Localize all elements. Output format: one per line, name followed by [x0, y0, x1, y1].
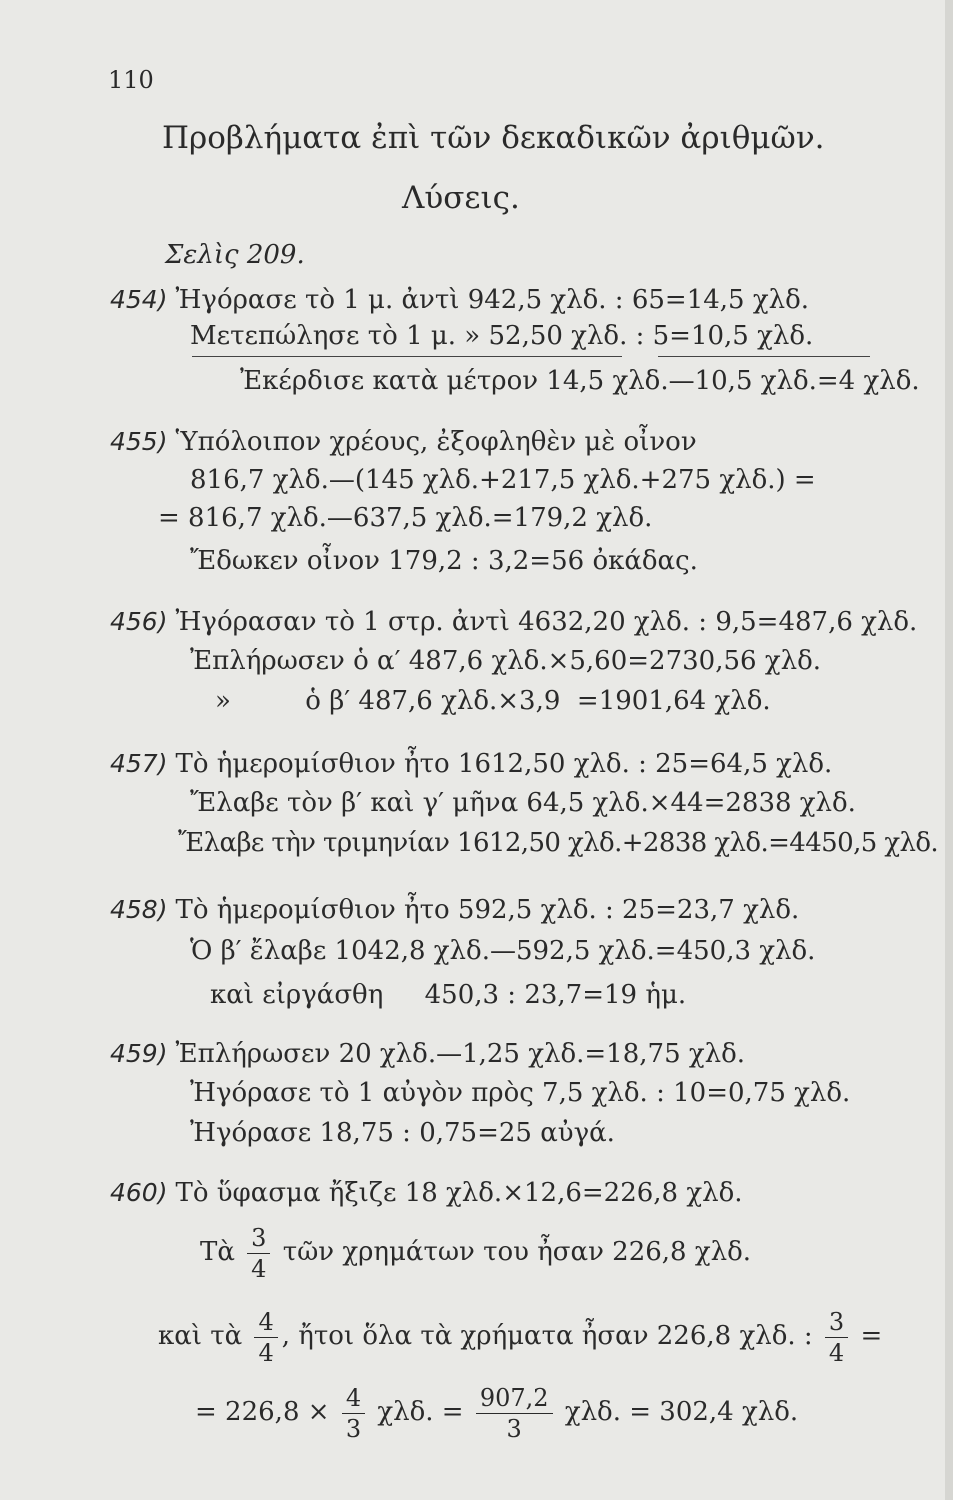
fraction	[254, 1307, 277, 1367]
line-text: Τὸ ἡμερομίσθιον ἦτο 1612,50 χλδ. : 25=64,5 χλδ.	[175, 749, 833, 779]
page-subtitle: Λύσεις.	[402, 180, 520, 216]
line-text: Ὑπόλοιπον χρέους, ἐξοφληθὲν μὲ οἶνον	[175, 427, 697, 457]
fraction-numerator: 3	[247, 1226, 270, 1254]
problem-455-line-4: Ἔδωκεν οἶνον 179,2 : 3,2=56 ὀκάδας.	[190, 546, 698, 576]
fraction-denominator: 4	[251, 1254, 267, 1283]
problem-number: 457)	[110, 749, 168, 778]
problem-number: 455)	[110, 427, 168, 456]
problem-459-line-1	[110, 1039, 745, 1069]
line-text: χλδ. = 302,4 χλδ.	[564, 1397, 799, 1427]
problem-456-line-3: » ὁ β′ 487,6 χλδ.×3,9 =1901,64 χλδ.	[215, 686, 771, 716]
fraction-denominator: 4	[258, 1338, 274, 1367]
fraction	[247, 1223, 270, 1283]
line-text: καὶ τὰ	[158, 1321, 243, 1351]
problem-454-line-2: Μετεπώλησε τὸ 1 μ. » 52,50 χλδ. : 5=10,5 χλδ.	[190, 321, 814, 351]
problem-454-line-1	[110, 285, 809, 315]
problem-458-line-3: καὶ εἰργάσθη 450,3 : 23,7=19 ἡμ.	[210, 980, 687, 1010]
problem-460-line-4	[195, 1380, 798, 1444]
underline-rule	[192, 356, 622, 357]
line-text: χλδ. =	[377, 1397, 464, 1427]
line-text: Ἠγόρασε τὸ 1 μ. ἀντὶ 942,5 χλδ. : 65=14,5 χλδ.	[175, 285, 810, 315]
problem-number: 459)	[110, 1039, 168, 1068]
problem-458-line-2: Ὁ β′ ἔλαβε 1042,8 χλδ.—592,5 χλδ.=450,3 χλδ.	[190, 936, 816, 966]
problem-number: 460)	[110, 1178, 168, 1207]
problem-number: 454)	[110, 285, 168, 314]
problem-number: 458)	[110, 895, 168, 924]
underline-rule	[658, 356, 870, 357]
line-text: τῶν χρημάτων του ἦσαν 226,8 χλδ.	[282, 1237, 752, 1267]
problem-455-line-3: = 816,7 χλδ.—637,5 χλδ.=179,2 χλδ.	[158, 503, 653, 533]
fraction-numerator: 907,2	[476, 1386, 553, 1414]
fraction-denominator: 3	[506, 1414, 522, 1443]
problem-460-line-1	[110, 1178, 743, 1208]
page-title: Προβλήματα ἐπὶ τῶν δεκαδικῶν ἀριθμῶν.	[162, 120, 825, 156]
fraction-denominator: 4	[828, 1338, 845, 1367]
line-text: Τὸ ὕφασμα ἤξιζε 18 χλδ.×12,6=226,8 χλδ.	[175, 1178, 743, 1208]
problem-459-line-2: Ἠγόρασε τὸ 1 αὐγὸν πρὸς 7,5 χλδ. : 10=0,75 χλδ.	[190, 1078, 851, 1108]
problem-456-line-1	[110, 607, 917, 637]
page-number: 110	[108, 66, 154, 94]
problem-460-line-3	[158, 1306, 882, 1366]
problem-number: 456)	[110, 607, 168, 636]
fraction	[825, 1307, 848, 1367]
problem-457-line-2: Ἔλαβε τὸν β′ καὶ γ′ μῆνα 64,5 χλδ.×44=2838 χλδ.	[190, 788, 856, 818]
problem-456-line-2: Ἐπλήρωσεν ὁ α′ 487,6 χλδ.×5,60=2730,56 χλδ.	[190, 646, 821, 676]
fraction-numerator: 4	[254, 1310, 277, 1338]
line-text: Ἠγόρασαν τὸ 1 στρ. ἀντὶ 4632,20 χλδ. : 9,5=487,6 χλδ.	[175, 607, 918, 637]
fraction-denominator: 3	[345, 1414, 362, 1443]
line-text: Ἐπλήρωσεν 20 χλδ.—1,25 χλδ.=18,75 χλδ.	[175, 1039, 746, 1069]
fraction-numerator: 4	[342, 1386, 365, 1414]
fraction-numerator: 3	[825, 1310, 848, 1338]
page-reference: Σελὶς 209.	[165, 240, 305, 270]
line-text: = 226,8 ×	[195, 1397, 330, 1427]
problem-457-line-3: Ἔλαβε τὴν τριμηνίαν 1612,50 χλδ.+2838 χλδ.=4450,5 χλδ.	[178, 828, 939, 858]
fraction	[342, 1383, 365, 1443]
problem-457-line-1	[110, 749, 832, 779]
problem-455-line-1	[110, 427, 697, 457]
line-text: , ἤτοι ὅλα τὰ χρήματα ἦσαν 226,8 χλδ. :	[281, 1321, 813, 1351]
problem-455-line-2: 816,7 χλδ.—(145 χλδ.+217,5 χλδ.+275 χλδ.) =	[190, 465, 816, 495]
page-edge	[945, 0, 953, 1500]
line-text: Τὸ ἡμερομίσθιον ἦτο 592,5 χλδ. : 25=23,7 χλδ.	[175, 895, 800, 925]
line-text: =	[860, 1321, 883, 1351]
problem-460-line-2	[200, 1222, 751, 1282]
problem-459-line-3: Ἠγόρασε 18,75 : 0,75=25 αὐγά.	[190, 1118, 615, 1148]
fraction	[476, 1383, 553, 1443]
problem-454-line-3: Ἐκέρδισε κατὰ μέτρον 14,5 χλδ.—10,5 χλδ.=4 χλδ.	[240, 366, 920, 396]
problem-458-line-1	[110, 895, 799, 925]
line-text: Τὰ	[200, 1237, 235, 1267]
